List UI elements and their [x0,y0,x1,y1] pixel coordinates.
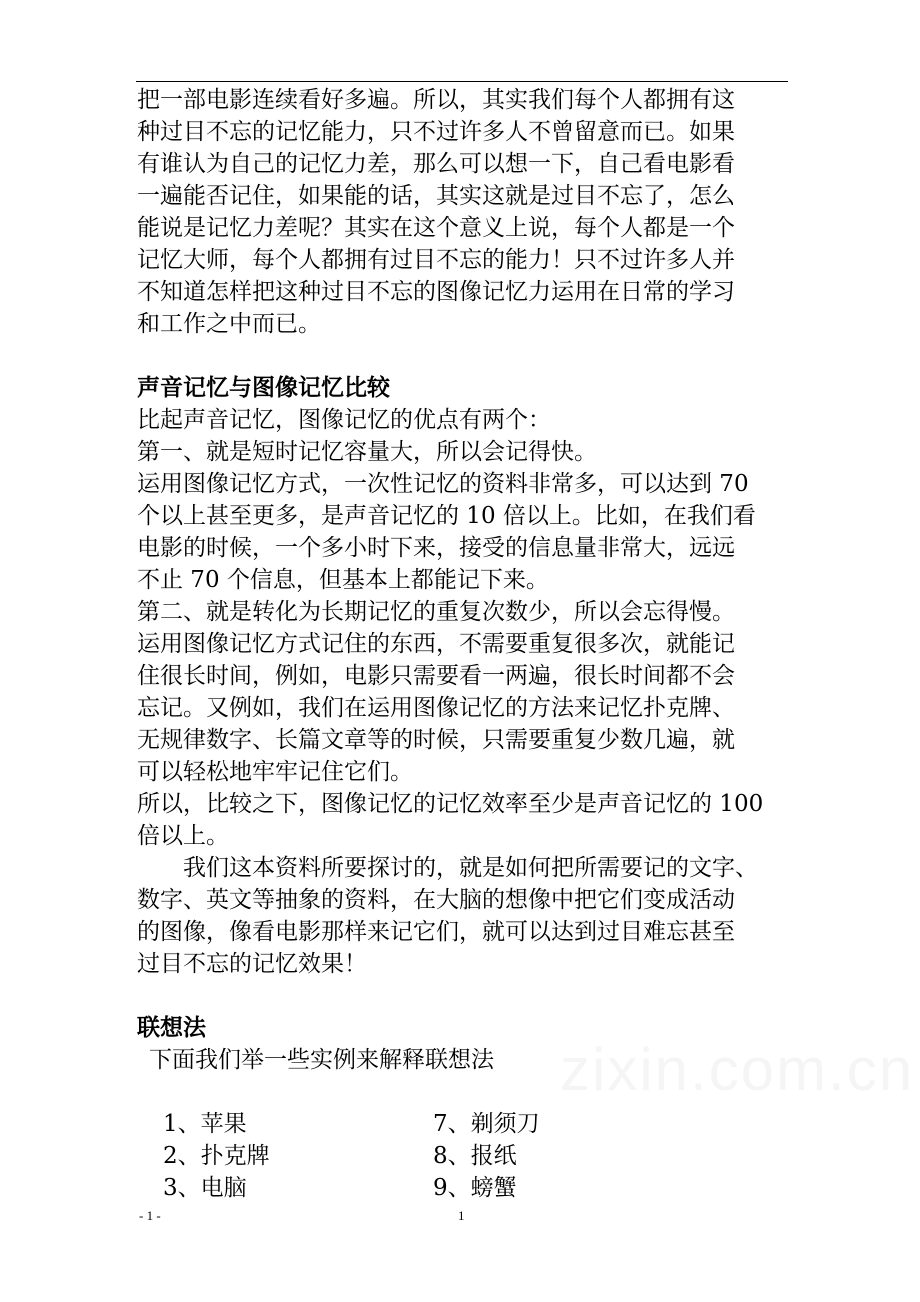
body-line: 运用图像记忆方式，一次性记忆的资料非常多，可以达到 70 [137,471,749,497]
section-intro: 下面我们举一些实例来解释联想法 [149,1047,494,1073]
body-line: 运用图像记忆方式记住的东西，不需要重复很多次，就能记 [137,631,735,657]
body-line: 不止 70 个信息，但基本上都能记下来。 [137,567,549,593]
body-line: 数字、英文等抽象的资料，在大脑的想像中把它们变成活动 [137,887,735,913]
paragraph-gap [137,980,797,1012]
paragraph-gap [137,1076,797,1108]
body-line: 所以，比较之下，图像记忆的记忆效率至少是声音记忆的 100 [137,791,764,817]
section-heading: 声音记忆与图像记忆比较 [137,374,390,401]
body-line: 忘记。又例如，我们在运用图像记忆的方法来记忆扑克牌、 [137,695,735,721]
body-line: 记忆大师，每个人都拥有过目不忘的能力！只不过许多人并 [137,247,735,273]
body-line: 过目不忘的记忆效果！ [137,951,367,977]
list-item: 7、剃须刀 [433,1111,540,1137]
body-line: 电影的时候，一个多小时下来，接受的信息量非常大，远远 [137,535,735,561]
list-item: 1、苹果 [163,1111,247,1137]
body-line: 住很长时间，例如，电影只需要看一两遍，很长时间都不会 [137,663,735,689]
body-line: 和工作之中而已。 [137,311,321,337]
body-line: 我们这本资料所要探讨的，就是如何把所需要记的文字、 [183,855,758,881]
body-line: 第二、就是转化为长期记忆的重复次数少，所以会忘得慢。 [137,599,735,625]
document-body [137,84,797,1204]
body-line: 有谁认为自己的记忆力差，那么可以想一下，自己看电影看 [137,151,735,177]
footer-page-label: - 1 - [139,1208,161,1223]
list-item: 2、扑克牌 [163,1143,270,1169]
body-line: 一遍能否记住，如果能的话，其实这就是过目不忘了，怎么 [137,183,735,209]
body-line: 倍以上。 [137,823,229,849]
body-line: 无规律数字、长篇文章等的时候，只需要重复少数几遍，就 [137,727,735,753]
watermark-text: zixin.com.cn [560,1036,915,1103]
body-line: 把一部电影连续看好多遍。所以，其实我们每个人都拥有这 [137,87,735,113]
body-line: 比起声音记忆，图像记忆的优点有两个： [137,407,551,433]
list-row [137,1108,797,1140]
paragraph-gap [137,340,797,372]
body-line: 可以轻松地牢牢记住它们。 [137,759,413,785]
list-item: 3、电脑 [163,1175,247,1201]
list-item: 9、螃蟹 [433,1175,517,1201]
body-line: 种过目不忘的记忆能力，只不过许多人不曾留意而已。如果 [137,119,735,145]
example-list [137,1108,797,1204]
list-row [137,1172,797,1204]
body-line: 个以上甚至更多，是声音记忆的 10 倍以上。比如，在我们看 [137,503,756,529]
list-row [137,1140,797,1172]
body-line: 不知道怎样把这种过目不忘的图像记忆力运用在日常的学习 [137,279,735,305]
header-rule [136,81,788,82]
body-line: 第一、就是短时记忆容量大，所以会记得快。 [137,439,597,465]
footer-page-number: 1 [458,1208,465,1223]
body-line: 能说是记忆力差呢？其实在这个意义上说，每个人都是一个 [137,215,735,241]
section-heading: 联想法 [137,1014,206,1041]
body-line: 的图像，像看电影那样来记它们，就可以达到过目难忘甚至 [137,919,735,945]
list-item: 8、报纸 [433,1143,517,1169]
